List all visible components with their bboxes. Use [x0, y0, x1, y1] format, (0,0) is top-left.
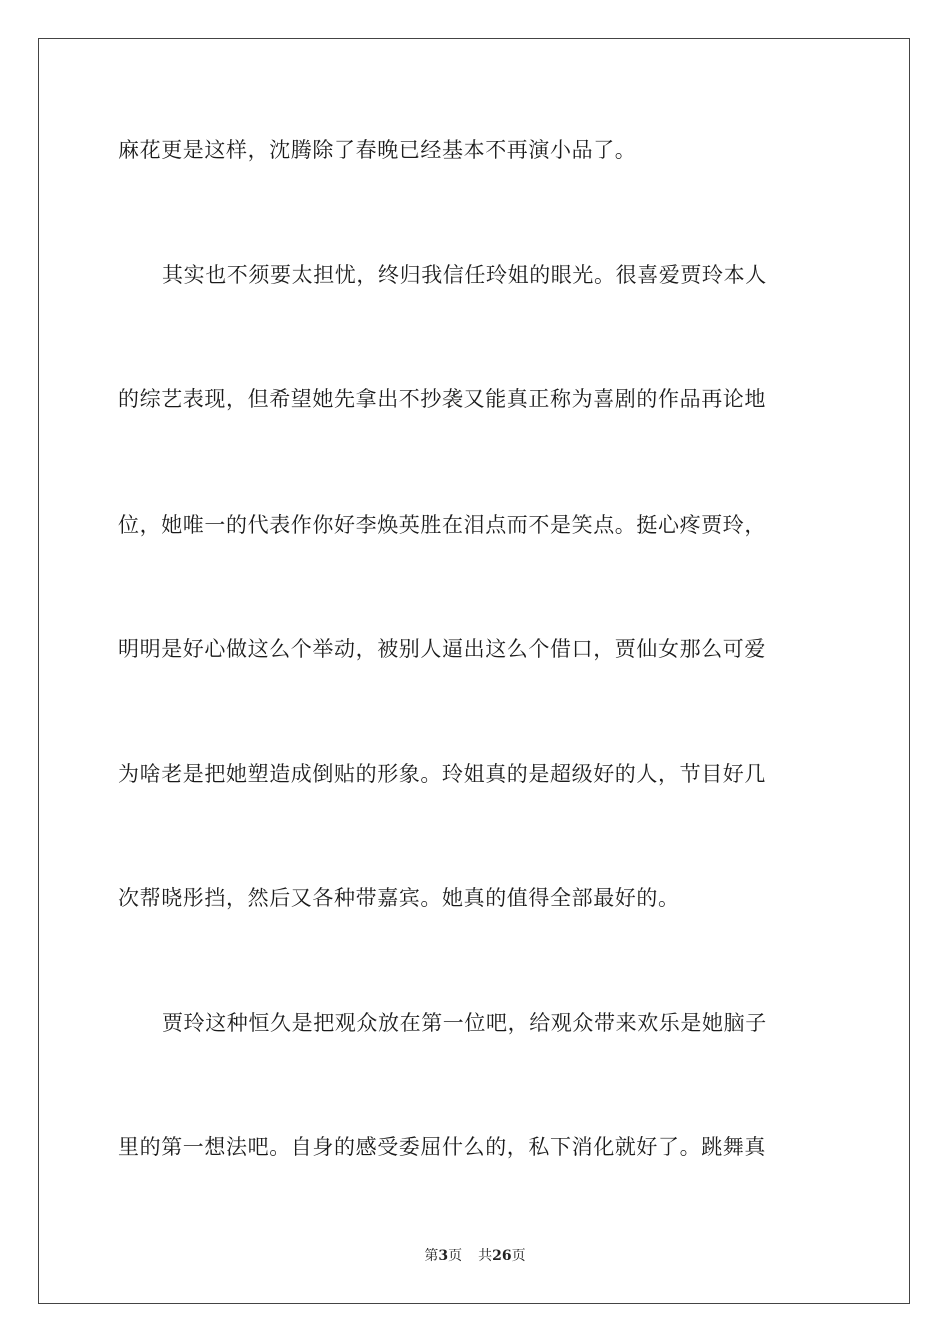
- total-suffix: 页: [511, 1248, 526, 1264]
- body-text-line: 的综艺表现，但希望她先拿出不抄袭又能真正称为喜剧的作品再论地: [118, 387, 766, 411]
- total-prefix: 共: [478, 1248, 493, 1264]
- body-text-line: 里的第一想法吧。自身的感受委屈什么的，私下消化就好了。跳舞真: [118, 1135, 766, 1159]
- page-border: [38, 38, 910, 1304]
- body-text-line: 其实也不须要太担忧，终归我信任玲姐的眼光。很喜爱贾玲本人: [162, 263, 767, 287]
- body-text-line: 次帮晓彤挡，然后又各种带嘉宾。她真的值得全部最好的。: [118, 886, 680, 910]
- total-pages: 26: [492, 1248, 512, 1264]
- body-text-line: 麻花更是这样，沈腾除了春晚已经基本不再演小品了。: [118, 138, 637, 162]
- page-suffix: 页: [448, 1248, 463, 1264]
- body-text-line: 贾玲这种恒久是把观众放在第一位吧，给观众带来欢乐是她脑子: [162, 1011, 767, 1035]
- body-text-line: 明明是好心做这么个举动，被别人逼出这么个借口，贾仙女那么可爱: [118, 637, 766, 661]
- page-number: 3: [438, 1248, 449, 1264]
- body-text-line: 位，她唯一的代表作你好李焕英胜在泪点而不是笑点。挺心疼贾玲，: [118, 513, 766, 537]
- page-footer: [0, 1246, 950, 1266]
- page-prefix: 第: [424, 1248, 439, 1264]
- body-text-line: 为啥老是把她塑造成倒贴的形象。玲姐真的是超级好的人，节目好几: [118, 762, 766, 786]
